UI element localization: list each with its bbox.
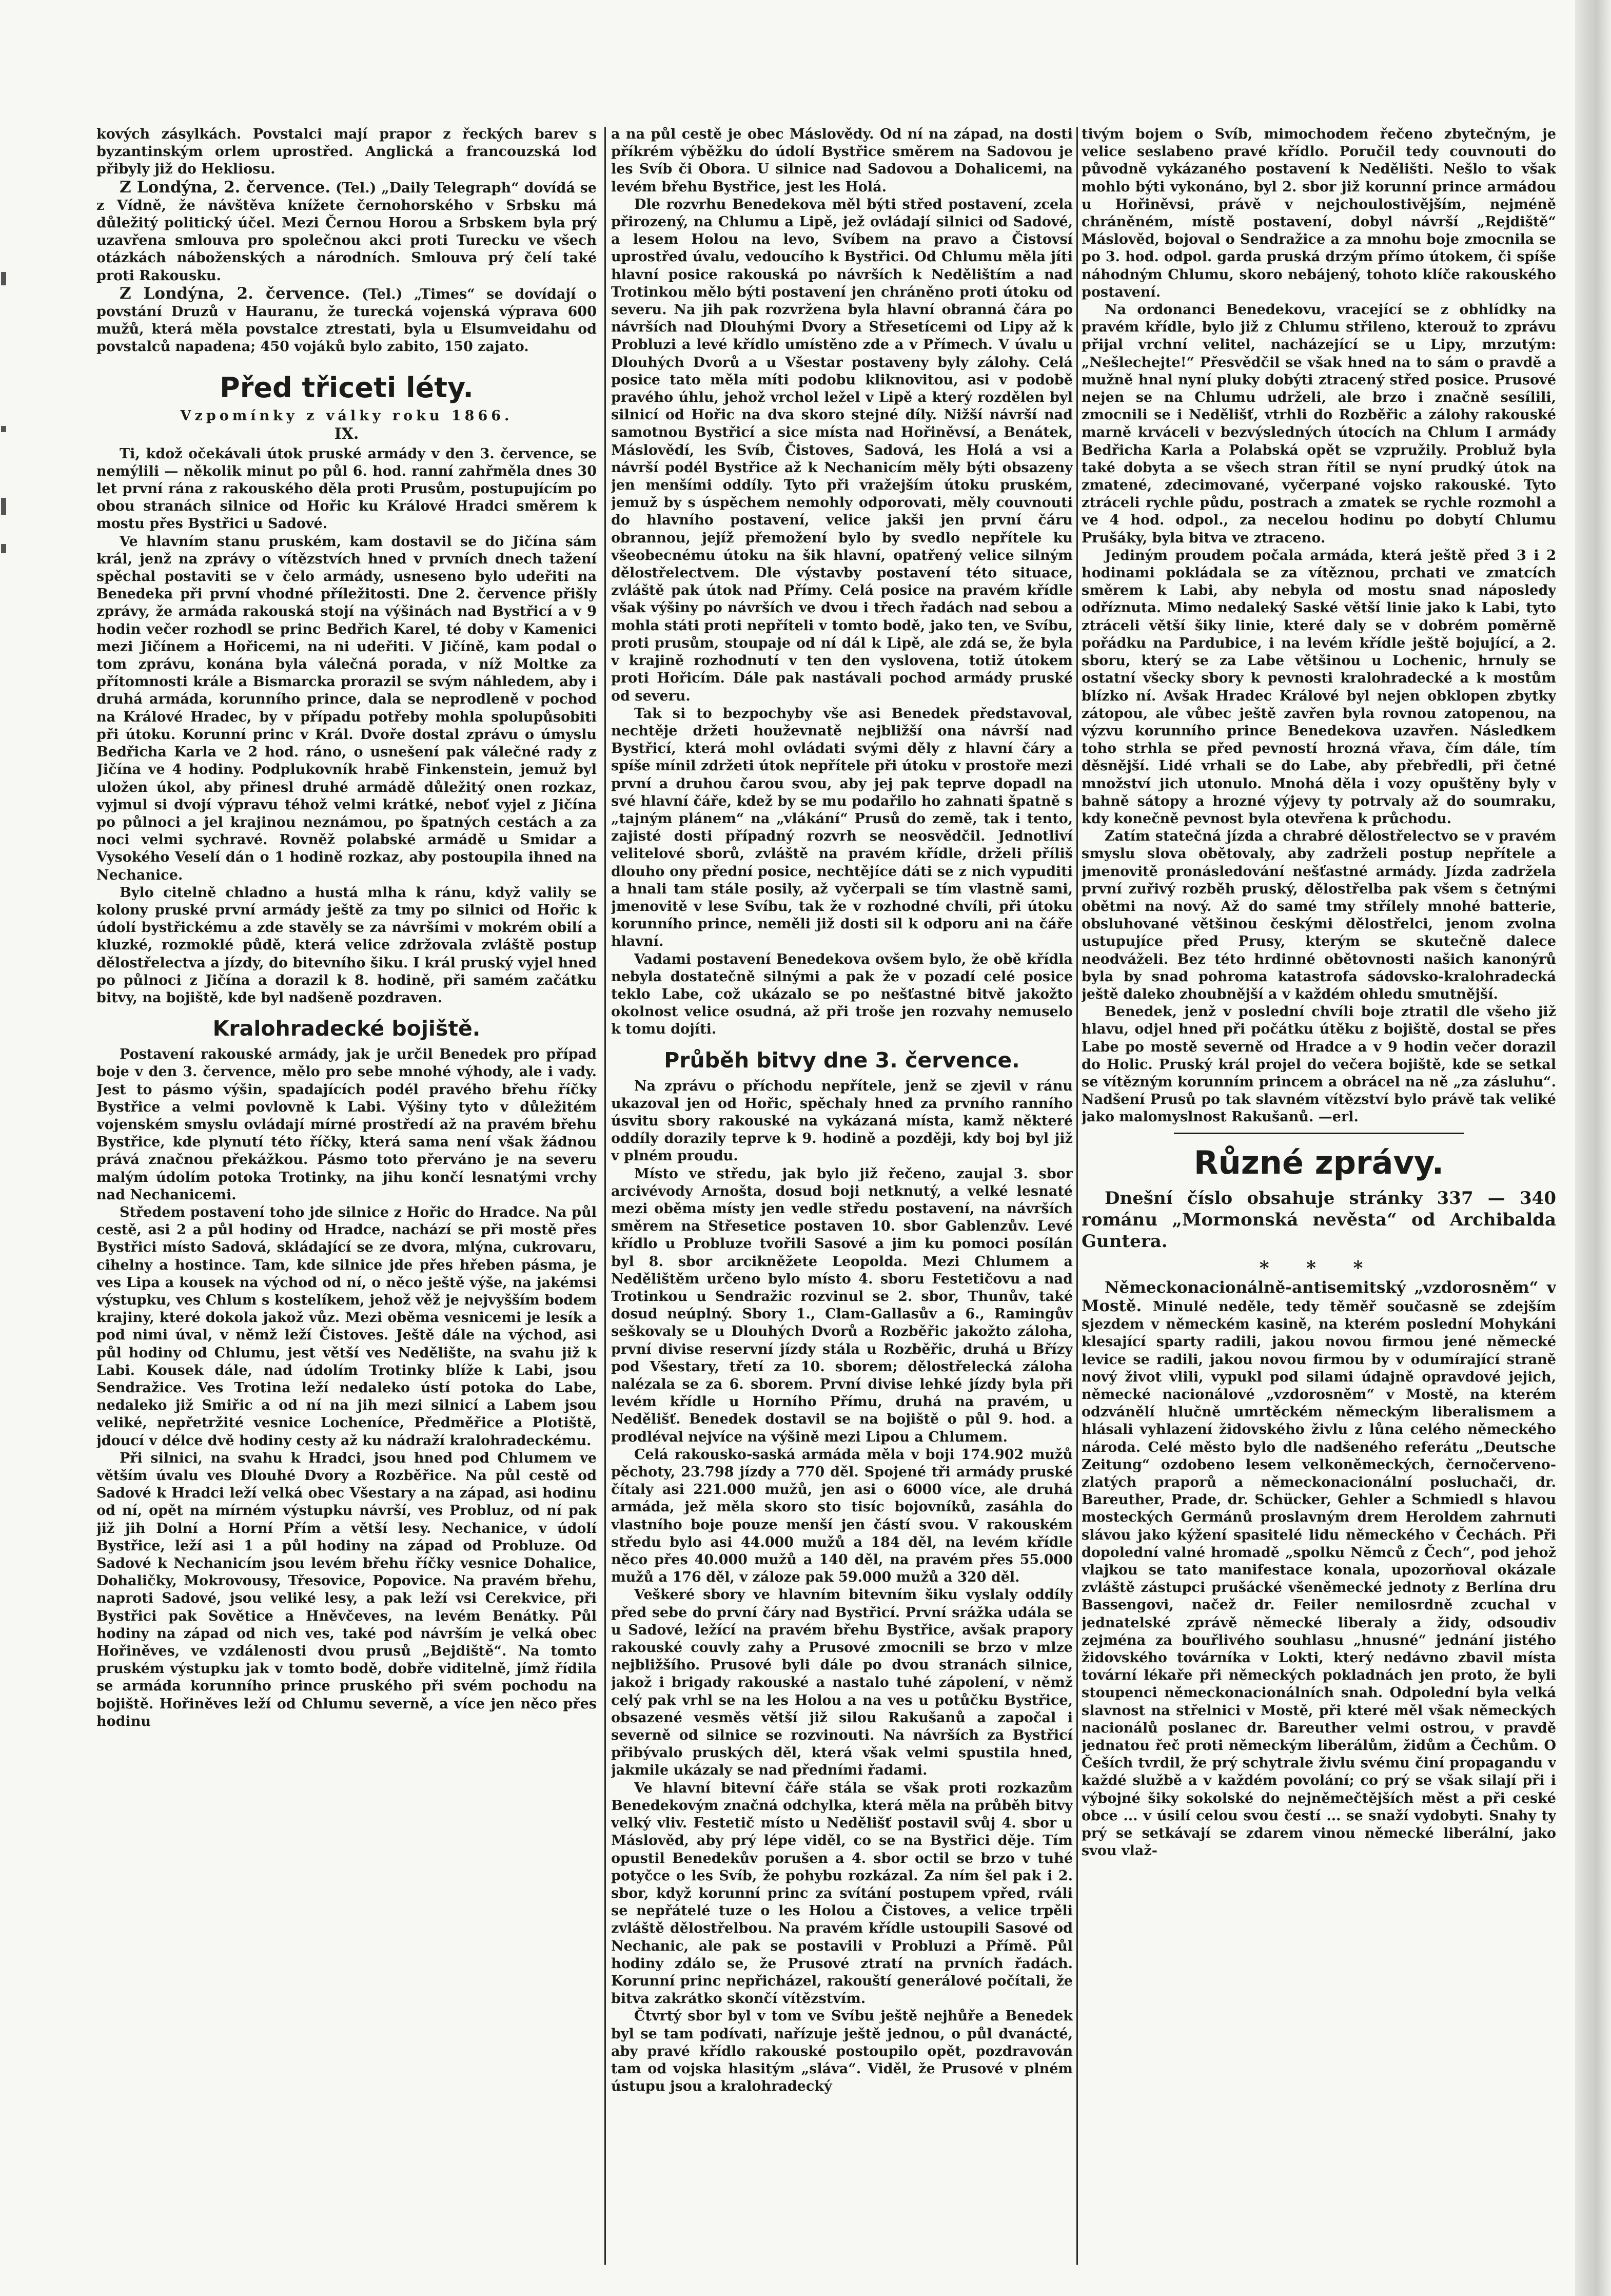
article-paragraph: Středem postavení toho jde silnice z Hořic do Hradce. Na půl cestě, asi 2 a půl hodiny od Hradce, nachází se při mostě přes Bystřici místo Sadová, skládající se ze dvora, mlýna, cukrovaru, cihelny a hostince. Tam, kde silnice jde přes hřeben pásma, je ves Lipa a kousek na východ od ní, o něco ještě výše, na jakémsi výstupku, ves Chlum s kostelíkem, jehož věž je nejvyšším bodem krajiny, které dokola jakož vůz. Mezi oběma vesnicemi je lesík a pod nimi úval, v němž leží Čistoves. Ještě dále na východ, asi půl hodiny od Chlumu, jest větší ves Nedělište, na svahu již k Labi. Kousek dále, nad údolím Trotinky blíže k Labi, jsou Sendražice. Ves Trotina leží nedaleko ústí potoka do Labe, nedaleko již Smiřic a od ní na jih mezi silnicí a Labem jsou veliké, nepřetržité vesnice Locheníce, Předměřice a Plotiště, jdoucí v délce dvě hodiny cesty až ku nádraží kralohradeckému.: [96, 1204, 597, 1449]
news-item: Z Londýna, 2. července. (Tel.) „Times“ se dovídají o povstání Druzů v Hauranu, že turecká vojenská výprava 600 mužů, která měla povstalce ztrestati, byla u Elsumveidahu od povstalců napadena; 450 vojáků bylo zabito, 150 zajato.: [96, 284, 597, 355]
supplement-notice: Dnešní číslo obsahuje stránky 337 — 340 románu „Mormonská nevěsta“ od Archibalda Guntera.: [1082, 1188, 1556, 1252]
dateline: Z Londýna, 2. července.: [120, 178, 331, 197]
column-3: [1082, 126, 1556, 2266]
article-paragraph: Při silnici, na svahu k Hradci, jsou hned pod Chlumem ve větším úvalu ves Dlouhé Dvory a Rozběřice. Na půl cestě od Sadové k Hradci leží velká obec Všestary a na západ, asi hodinu od ní, opět na mírném výstupku návrší, ves Probluz, od ní pak již jih Dolní a Horní Přím a větší lesy. Nechanice, v údolí Bystřice, leží asi 1 a půl hodiny na západ od Probluze. Od Sadové k Nechanicím jsou levém břehu říčky vesnice Dohalice, Dohaličky, Mokrovousy, Třesovice, Popovice. Na pravém břehu, naproti Sadové, jsou veliké lesy, a pak leží vsi Cerekvice, při Bystřici pak Sovětice a Hněvčeves, na levém Benátky. Půl hodiny na západ od nich ves, také pod návrším je velká obec Hořiněves, ve vzdálenosti dvou prusů „Bejdiště“. Na tomto pruském výstupku jak v tomto bodě, dobře viditelně, jímž řídila se armáda korunního prince pruského při svém pochodu na bojiště. Hořiněves leží od Chlumu severně, a více jen něco přes hodinu: [96, 1450, 597, 1729]
dateline: Z Londýna, 2. července.: [120, 284, 350, 303]
article-paragraph: Veškeré sbory ve hlavním bitevním šiku vyslaly oddíly před sebe do první čáry nad Bystřicí. První srážka udála se u Sadové, ležící na pravém břehu Bystřice, avšak prapory rakouské couvly zahy a Prusové zmocnili se brzo v mlze nejbližšího. Prusové byli dále po dvou stranách silnice, jakož i brigady rakouské a nastalo tuhé zápolení, v němž celý pak vrhl se na les Holou a na ves u potůčku Bystřice, obsazené vesměs větší již silou Rakušanů a započal i severně od silnice se rozvinouti. Na návrších za Bystřicí přibývalo pruských děl, která však velmi spustila hned, jakmile ukázaly se nad předními řadami.: [611, 1587, 1073, 1779]
column-2: [611, 126, 1073, 2266]
scan-right-edge: [1575, 0, 1611, 2296]
news-item: Německonacionálně-antisemitský „vzdorosněm“ v Mostě. Minulé neděle, tedy těměř současně se zdejším sjezdem v německém kasině, na kterém poslední Mohykáni klesající sparty radili, jakou novou firmou jené německé levice se radili, jakou novou firmou by v odumírající straně nový život vlili, vypukl pod silami údajně opravdové jejich, německé nacionálové „vzdorosněm“ v Mostě, na kterém odzvánělí hlučně umrtěckém německým liberalismem a hlásali vyhlazení židovského živlu z lůna celého německého národa. Celé město bylo dle nadšeného referátu „Deutsche Zeitung“ ozdobeno lesem velkoněmeckých, černočerveno-zlatých praporů a německonacionální posluchači, dr. Bareuther, Prade, dr. Schücker, Gehler a Schmiedl s hlavou mosteckých Germánů proslavným drem Heroldem zahrnuti slávou jako kýžení spasitelé lidu německého v Čechách. Při dopolední valné hromadě „spolku Němců z Čech“, pod jehož vlajkou se tato manifestace konala, upozorňoval okázale zvláště zástupci prušácké všeněmecké jednoty z Berlína dru Bassengovi, načež dr. Feiler nemilosrdně zcuchal v jednatelské zprávě německé liberaly a židy, odsoudiv zejména za bouřlivého souhlasu „hnusné“ jednání jistého židovského továrníka v Lokti, který nedávno zbavil místa tovární lékaře při německých pokladnách jen proto, že byli stoupenci německonacionálních snah. Odpolední byla velká slavnost na střelnici v Mostě, při které měl však německých nacionálů poslanec dr. Bareuther velmi ostrou, v pravdě jednatou řeč proti německým liberálům, židům a Čechům. O Češích tvrdil, že prý schytrale živlu svému činí propagandu v každé službě a v každém povolání; co prý se však silají při i výbojné šiky sokolské do nejněmečtějších měst a při ceské obce ... v úsilí celou svou čestí ... se snaží vydobyti. Snahy ty prý se setkávají se zdarem vinou německé liberální, jako svou vlaž-: [1082, 1278, 1556, 1859]
article-paragraph: Postavení rakouské armády, jak je určil Benedek pro případ boje v den 3. července, mělo pro sebe mnohé výhody, ale i vady. Jest to pásmo výšin, spadajících podél pravého břehu říčky Bystřice a velmi povlovně k Labi. Výšiny tyto v důležitém vojenském smyslu ovládají mírné prostředí až na pravém břehu Bystřice, kde plynutí této říčky, která sama není však žádnou prává značnou překážkou. Pásmo toto přerváno je na severu malým údolím potoka Trotinky, na jihu končí lesnatými vrchy nad Nechanicemi.: [96, 1046, 597, 1203]
article-paragraph: Čtvrtý sbor byl v tom ve Svíbu ještě nejhůře a Benedek byl se tam podívati, nařízuje ještě jednou, o půl dvanácté, aby pravé křídlo rakouské postoupilo opět, pozdravován tam od vojska hlasitým „sláva“. Viděl, že Prusové v plném ústupu jsou a kralohradecký: [611, 2008, 1073, 2095]
article-paragraph: tivým bojem o Svíb, mimochodem řečeno zbytečným, je velice seslabeno pravé křídlo. Poručil tedy couvnouti do původně vykázaného postavení k Nedělišti. Nešlo to však mohlo býti vykonáno, byl 2. sbor již korunní prince armádou u Hořiněvsi, právě v nejchoulostivějším, nejméně chráněném, místě postavení, dobyl návrší „Rejdiště“ Máslověd, bojoval o Sendražice a za mnohu boje zmocnila se po 3. hod. odpol. garda pruská drzým přímo útokem, či spíše náhodným Chlumu, skoro nebájený, tohoto klíče rakouského postavení.: [1082, 126, 1556, 300]
article-paragraph: Jediným proudem počala armáda, která ještě před 3 i 2 hodinami pokládala se za vítěznou, prchati ve zmatcích směrem k Labi, aby nebyla od mostu snad náposledy odříznuta. Mimo nedaleký Saské větší linie jako k Labi, tyto ztráceli větší šiky linie, které daly se v dobrém poměrně pořádku na Pardubice, i na levém křídle ještě bojující, a 2. sboru, který se za Labe většinou u Lochenic, hrnuly se ostatní všecky sbory k pevnosti kralohradecké a k mostům blízko ní. Avšak Hradec Králové byl nejen obklopen zbytky zátopou, ale vůbec ještě zavřen byla rovnou zatopenou, na výzvu korunního prince Benedekova uzavřen. Následkem toho strhla se před pevností hrozná vřava, čím dále, tím děsnější. Lidé vrhali se do Labe, aby přebředli, při četné množství jich utonulo. Mnohá děla i vozy opuštěny byly v bahně sátopy a hrozné výjevy ty potrvaly až do soumraku, kdy konečně pevnost byla otevřena k průchodu.: [1082, 547, 1556, 827]
article-paragraph: Na zprávu o příchodu nepřítele, jenž se zjevil v ránu ukazoval jen od Hořic, spěchaly hned za prvního ranního úsvitu sbory rakouské na vykázaná místa, kamž některé oddíly dorazily teprve k 9. hodině a později, kdy boj byl již v plném proudu.: [611, 1078, 1073, 1164]
asterism: * * *: [1259, 1257, 1379, 1279]
article-paragraph: Ti, kdož očekávali útok pruské armády v den 3. července, se nemýlili — několik minut po půl 6. hod. ranní zahřměla dnes 30 let první rána z rakouského děla proti Prusům, postupujícím po obou stranách silnice od Hořic ku Králové Hradci směrem k mostu přes Bystřici u Sadové.: [96, 445, 597, 532]
article-paragraph: Na ordonanci Benedekovu, vracející se z obhlídky na pravém křídle, bylo již z Chlumu střileno, kterouž to zprávu přijal vrchní velitel, nacházející se u Lipy, mrzutým: „Nešlechejte!“ Přesvědčil se však hned na to sám o pravdě a mužně hnal nyní pluky dobýti ztracený střed posice. Prusové nejen se na Chlumu udrželi, ale brzo i značně sesílili, zmocnili se i Nedělišť, vtrhli do Rozběřic a zálohy rakouské marně krváceli v bezvýsledných útocích na Chlum I armády Bedřicha Karla a Polabská opět se vzpružily. Probluž byla také dobyta a se všech stran řítil se nyní prudký útok na zmatené, zdecimované, vyčerpané vojsko rakouské. Tyto ztráceli rychle půdu, postrach a zmatek se rychle rozmohl a ve 4 hod. odpol., za necelou hodinu po dobytí Chlumu Prušáky, byla bitva ve ztraceno.: [1082, 302, 1556, 546]
article-paragraph: Dle rozvrhu Benedekova měl býti střed postavení, zcela přirozený, na Chlumu a Lipě, jež ovládají silnici od Sadové, a lesem Holou na levo, Svíbem na pravo a Čistovsí uprostřed úvalu, vedoucího k Bystřici. Od Chlumu měla jíti hlavní posice rakouská po návrších k Nedělištím a nad Trotinkou mělo býti postavení jen chráněno proti útoku od severu. Na jih pak rozvržena byla hlavní obranná čára po návrších nad Dlouhými Dvory a Střesetícemi od Lipy až k Probluzi a levé křídlo umístěno zde a v Přímech. V úvalu u Dlouhých Dvorů a u Všestar postaveny byly zálohy. Celá posice tato měla míti podobu kliknovitou, asi v podobě pravého úhlu, jehož vrchol ležel v Lipě a který rozdělen byl silnicí od Hořic na dva skoro stejné díly. Nižší návrší nad samotnou Bystřicí a sice místa nad Hořiněvsí, a Benátek, Máslovědí, les Svíb, Čistoves, Sadová, les Holá a vsi a návrší podél Bystřice až k Nechanicím měly býti obsazeny jen menšími oddíly. Tyto při vražejším útoku pruském, jemuž by s úspěchem nemohly odporovati, měly couvnouti do hlavního postavení, velice jakši jen první čáru obrannou, jejíž přemožení bylo by svedlo nepřítele ku všeobecnému útoku na šik hlavní, opatřený velice silným dělostřelectvem. Dle výstavby postavení této situace, zvláště pak útok nad Přímy. Celá posice na pravém křídle však výšiny po návrších ve dvou i třech řadách nad sebou a mohla státi proti nepříteli v tomto bodě, jako ten, ve Svíbu, proti prusům, stoupaje od ní dál k Lipě, ale zdá se, že byla v krajině rozhodnutí v ten den vyslovena, totiž útokem proti Hořicím. Dále pak nastávali pochod armády pruské od severu.: [611, 196, 1073, 704]
article-paragraph: Vadami postavení Benedekova ovšem bylo, že obě křídla nebyla dostatečně silnými a pak že v pozadí celé posice teklo Labe, což ukázalo se po nešťastné bitvě jakožto okolnost velice osudná, až při troše jen rozvahy nemuselo k tomu dojíti.: [611, 951, 1073, 1038]
article-paragraph: Bylo citelně chladno a hustá mlha k ránu, když valily se kolony pruské první armády ještě za tmy po silnici od Hořic k údolí bystřickému a zde stavěly se za návršími v mokrém obilí a kluzké, rozmoklé půdě, která velice zdržovala zvláště postup dělostřelectva a jízdy, do bitevního šiku. I král pruský vyjel hned po půlnoci z Jičína a dorazil k 8. hodině, při samém začátku bitvy, na bojiště, kde byl nadšeně pozdraven.: [96, 884, 597, 1006]
article-paragraph: Benedek, jenž v poslední chvíli boje ztratil dle všeho již hlavu, odjel hned při počátku útěku z bojiště, dostal se přes Labe po mostě severně od Hradce a v 9 hodin večer dorazil do Holic. Pruský král projel do večera bojiště, kde se setkal se vítězným korunním princem a obrácel na ně „za zásluhu“. Nadšení Prusů po tak slavném vítězství bylo právě tak veliké jako malomyslnost Rakušanů. —erl.: [1082, 1004, 1556, 1125]
part-number: IX.: [334, 424, 359, 443]
article-paragraph: Celá rakousko-saská armáda měla v boji 174.902 mužů pěchoty, 23.798 jízdy a 770 děl. Spojené tři armády pruské čítaly asi 221.000 mužů, jen asi o 6000 více, ale druhá armáda, jež měla skoro sto tisíc bojovníků, zasáhla do vlastního boje pouze menší jen částí svou. V rakouském středu bylo asi 44.000 mužů a 184 děl, na levém křídle něco přes 40.000 mužů a 140 děl, na pravém přes 55.000 mužů a 176 děl, v záloze pak 59.000 mužů a 320 děl.: [611, 1446, 1073, 1586]
scan-edge-marks: [0, 257, 12, 975]
news-item: Z Londýna, 2. července. (Tel.) „Daily Telegraph“ dovídá se z Vídně, že návštěva knížete černohorského v Srbsku má důležitý politický účel. Mezi Černou Horou a Srbskem byla prý uzavřena smlouva pro společnou akci proti Turecku ve všech otázkách náboženských a národních. Smlouva prý čelí také proti Rakousku.: [96, 178, 597, 284]
section-title: Různé zprávy.: [1193, 1143, 1444, 1181]
article-text: kových zásylkách. Povstalci mají prapor z řeckých barev s byzantinským orlem uprostřed. Anglická a francouzská loď přibyly již do Hekliosu.: [96, 126, 597, 178]
article-paragraph: Ve hlavním stanu pruském, kam dostavil se do Jičína sám král, jenž na zprávy o vítězstvích hned v prvních dnech tažení spěchal postaviti se v čelo armády, usneseno bylo udeřiti na Benedeka při první vhodné příležitosti. Dne 2. července přišly zprávy, že armáda rakouská stojí na výšinách nad Bystřicí a v 9 hodin večer rozhodl se princ Bedřich Karel, té doby v Kamenici mezi Jičínem a Hořicemi, na ni udeřiti. V Jičíně, kam podal o tom zprávu, konána byla válečná porada, v níž Moltke za přítomnosti krále a Bismarcka prorazil se svým náhledem, aby i druhá armáda, korunního prince, dala se neprodleně v pochod na Králové Hradec, by v případu potřeby mohla spolupůsobiti při útoku. Korunní princ v Král. Dvoře dostal zprávu o úmyslu Bedřicha Karla ve 2 hod. ráno, o usnešení pak válečné rady z Jičína ve 4 hodiny. Podplukovník hrabě Finkenstein, jemuž byl uložen úkol, aby přinesl druhé armádě důležitý onen rozkaz, vyjmul si dvojí výpravu téhož velmi krátké, neboť vyjel z Jičína po půlnoci a jel krajinou neznámou, po špatných cestách a za noci velmi sychravé. Rovněž polabské armádě u Smidar a Vysokého Veselí dán o 1 hodině rozkaz, aby postoupila ihned na Nechanice.: [96, 533, 597, 883]
item-headline: Německonacionálně-antisemitský „vzdorosněm“ v Mostě.: [1082, 1278, 1556, 1315]
article-paragraph: Ve hlavní bitevní čáře stála se však proti rozkazům Benedekovým značná odchylka, která měla na průběh bitvy velký vliv. Festetič místo u Nedělišť postavil svůj 4. sbor u Máslověd, aby prý lépe viděl, co se na Bystřici děje. Tím opustil Benedekův porušen a 4. sbor octil se brzo v tuhé potyčce o les Svíb, že pohybu rozkázal. Za ním šel pak i 2. sbor, když korunní princ za svítání postupem vpřed, rváli se nepřátelé tuze o les Holou a Čistoves, a velice trpěli zvláště dělostřelbou. Na pravém křídle ustoupili Sasové od Nechanic, ale pak se postavili v Probluzi a Přímě. Půl hodiny zdálo se, že Prusové ztratí na prvních řadách. Korunní princ nepřicházel, rakouští generálové počítali, že bitva zakrátko skončí vítězstvím.: [611, 1780, 1073, 2007]
article-subtitle: Vzpomínky z války roku 1866.: [180, 407, 513, 424]
section-heading: Průběh bitvy dne 3. července.: [664, 1047, 1020, 1073]
article-paragraph: Zatím statečná jízda a chrabré dělostřelectvo se v pravém smyslu slova obětovaly, aby zadrželi postup nepřítele a jmenovitě pronásledování nešťastné armády. Jízda zadržela první zuřivý rozběh pruský, dělostřelba pak všem s četnými obětmi na nový. Až do samé tmy střílely mnohé batterie, obsluhované většinou českými dělostřelci, jenom zvolna ustupujíce před Prusy, kterým se skutečně dalece neodváželi. Bez této hrdinné obětovnosti našich kanonýrů byla by snad pohroma katastrofa sádovsko-kralohradecká ještě daleko zhoubnější a v každém ohledu smutnější.: [1082, 828, 1556, 1002]
article-paragraph: Tak si to bezpochyby vše asi Benedek představoval, nechtěje držeti houževnatě nejbližší ona návrší nad Bystřicí, která mohl ovládati svými děly z hlavní čáry a spíše mínil zdržeti útok nepřítele při útoku v prostoře mezi první a druhou čarou svou, aby jej pak teprve dopadl na své hlavní čáře, kdež by se mu podařilo ho zahnati špatně s „tajným plánem“ na „vlákání“ Prusů do země, tak i tento, zajisté dosti případný rozvrh se neosvědčil. Jednotliví velitelové sborů, zvláště na pravém křídle, drželi příliš dlouho ony přední posice, nechtějíce dáti se z nich vypuditi a hnali tam stále posily, až vyčerpali se tím vlastně sami, jmenovitě v lese Svíbu, tak že v rozhodné chvíli, při útoku korunního prince, neměli již dosti sil k odporu ani na čáře hlavní.: [611, 705, 1073, 950]
article-paragraph: a na půl cestě je obec Máslovědy. Od ní na západ, na dosti příkrém výběžku do údolí Bystřice směrem na Sadovou je les Svíb či Obora. U silnice nad Sadovou a Dohalicemi, na levém břehu Bystřice, jest les Holá.: [611, 126, 1073, 195]
section-heading: Kralohradecké bojiště.: [212, 1016, 481, 1041]
column-1: [96, 126, 597, 2266]
column-rule-2: [1076, 127, 1078, 2265]
section-divider: [1174, 1133, 1464, 1134]
article-title: Před třiceti léty.: [220, 371, 474, 404]
column-rule-1: [604, 127, 606, 2265]
article-paragraph: Místo ve středu, jak bylo již řečeno, zaujal 3. sbor arcivévody Arnošta, dosud boji netknutý, a velké lesnaté mezi oběma místy jen vedle středu postavení, na návrších směrem na Střesetice postaven 10. sbor Gablenzův. Levé křídlo u Probluze tvořili Sasové a jim ku pomoci posílán byl 8. sbor arcikněžete Leopolda. Mezi Chlumem a Nedělištěm určeno bylo místo 4. sboru Festetičovu a nad Trotinkou u Sendražic rozvinul se 2. sbor, Thunův, také dosud neúplný. Sbory 1., Clam-Gallasův a 6., Ramingův seškovaly se u Dlouhých Dvorů a Rozběřic jakožto záloha, první divise reservní jízdy stála u Rozběřic, druhá u Břízy pod Všestary, třetí za 10. sborem; dělostřelecká záloha nalézala se za 6. sborem. První divise lehké jízdy byla při levém křídle u Horního Přímu, druhá na pravém, u Nedělišť. Benedek dostavil se na bojiště o půl 9. hod. a prodléval nejvíce na výšině mezi Lipou a Chlumem.: [611, 1165, 1073, 1445]
